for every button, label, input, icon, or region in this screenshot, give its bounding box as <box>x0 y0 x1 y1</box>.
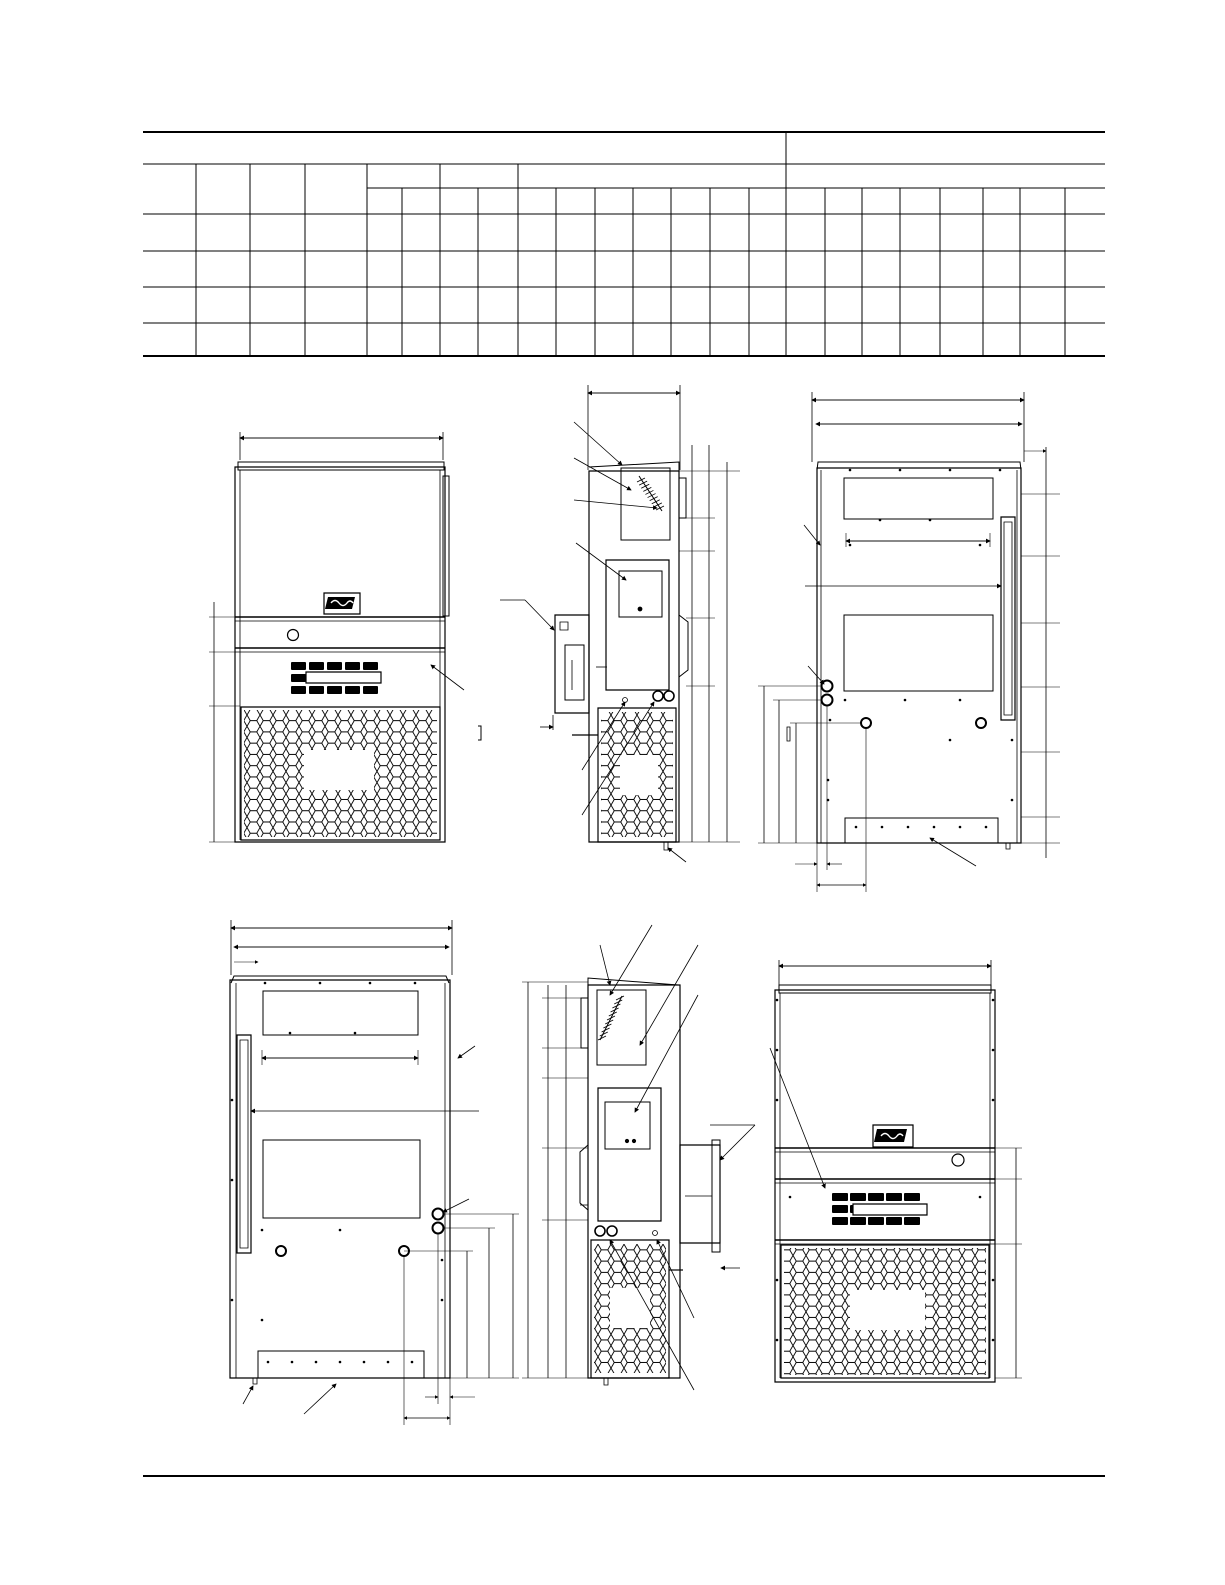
back-view-bottom <box>230 920 519 1425</box>
knockout-icon <box>822 681 833 692</box>
side-view-top <box>500 385 740 862</box>
back-view-top <box>758 392 1060 892</box>
dimension-table <box>143 132 1105 356</box>
side-view-bottom <box>522 925 755 1390</box>
brand-logo-icon <box>873 1125 913 1147</box>
front-view-top <box>209 432 481 842</box>
brand-logo-icon <box>324 593 360 614</box>
service-port-icon <box>653 691 663 701</box>
front-view-bottom <box>770 960 1022 1382</box>
